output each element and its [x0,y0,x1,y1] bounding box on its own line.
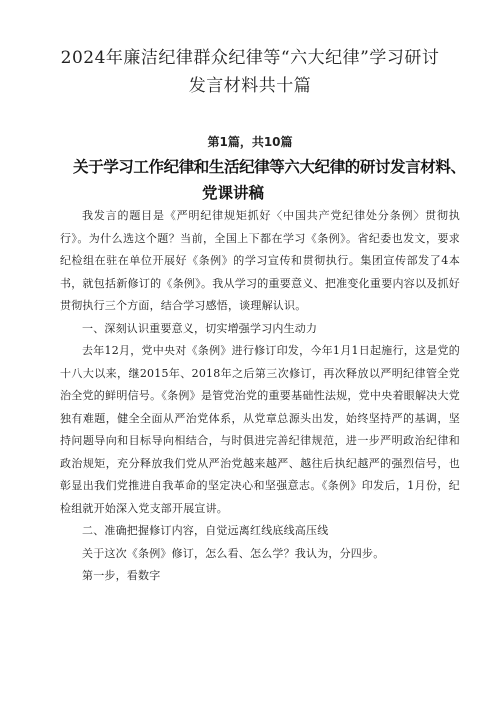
body-paragraph: 去年12月，党中央对《条例》进行修订印发，今年1月1日起施行，这是党的十八大以来，继2015年、2018年之后第三次修订，再次释放以严明纪律管全党治全党的鲜明信号。《条例》是管党治党的重要基础性法规，党中央着眼解决大党独有难题，健全全面从严治党体系，从党章总源头出发，始终坚持严的基调，坚持问题导向和目标导向相结合，与时俱进完善纪律规范，进一步严明政治纪律和政治规矩，充分释放我们党从严治党越来越严、越往后执纪越严的强烈信号，也彰显出我们党推进自我革命的坚定决心和坚强意志。《条例》印发后，1月份，纪检组就开始深入党支部开展宣讲。 [60,344,460,515]
body-paragraph: 我发言的题目是《严明纪律规矩抓好〈中国共产党纪律处分条例〉贯彻执行》。为什么选这个题？当前，全国上下都在学习《条例》。省纪委也发文，要求纪检组在驻在单位开展好《条例》的学习宣传和贯彻执行。集团宣传部发了4本书，就包括新修订的《条例》。我从学习的重要意义、把准变化重要内容以及抓好贯彻执行三个方面，结合学习感悟，谈理解认识。 [60,209,460,312]
document-body [60,205,460,588]
section-title-line-1: 关于学习工作纪律和生活纪律等六大纪律的研讨发言材料、 [73,158,466,176]
document-title-line-1: 2024年廉洁纪律群众纪律等“六大纪律”学习研讨 [60,48,440,68]
part-marker: 第1篇，共10篇 [207,135,293,149]
section-heading-2: 二、准确把握修订内容，自觉远离红线底线高压线 [82,524,329,537]
document-title-line-2: 发言材料共十篇 [188,76,312,96]
section-heading-1: 一、深刻认识重要意义，切实增强学习内生动力 [82,321,318,335]
section-title-line-2: 党课讲稿 [202,184,265,202]
step-heading: 第一步，看数字 [82,569,161,582]
body-paragraph: 关于这次《条例》修订，怎么看、怎么学？我认为，分四步。 [82,546,385,560]
